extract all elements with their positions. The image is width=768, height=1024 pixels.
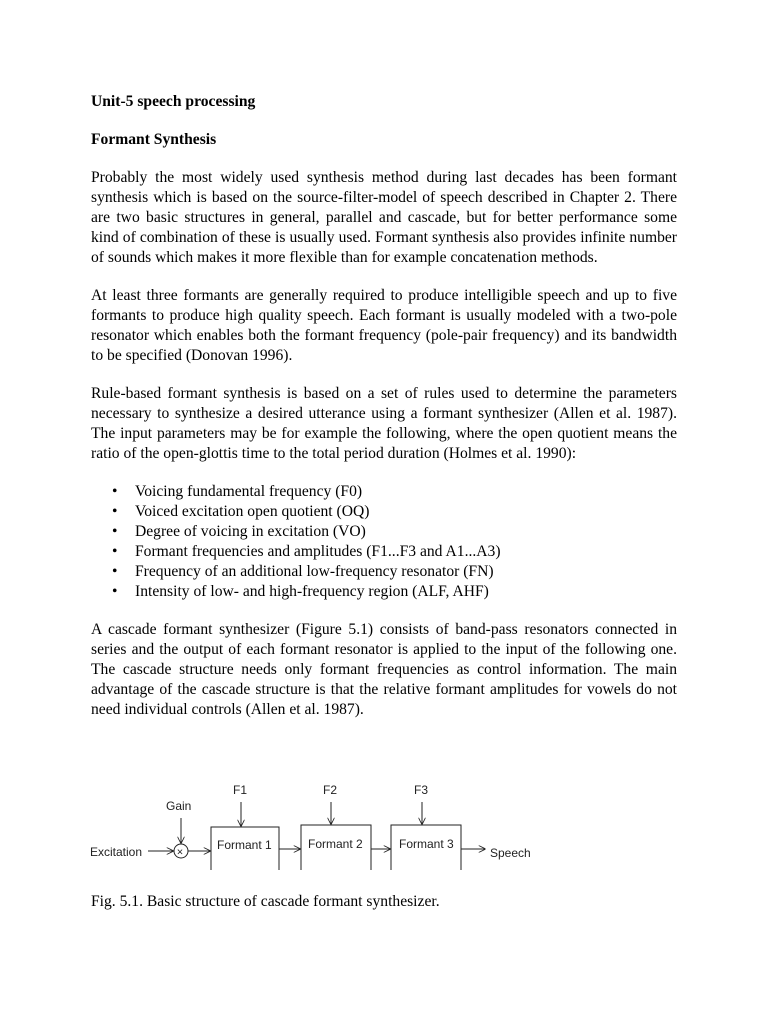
formant-3-label: Formant 3 (399, 837, 454, 851)
list-item: • Frequency of an additional low-frequency resonator (FN) (112, 563, 494, 580)
gain-label: Gain (166, 799, 192, 813)
formant-2-label: Formant 2 (308, 837, 363, 851)
paragraph-cascade: A cascade formant synthesizer (Figure 5.1) consists of band-pass resonators connected in series and the output of each formant resonator is applied to the input of the following one. The cascade structure needs only formant frequencies as control information. The main advantage of the cascade structure is that the relative formant amplitudes for vowels do not need individual controls (Allen et al. 1987). (91, 621, 677, 718)
excitation-label: Excitation (90, 845, 143, 859)
paragraph-formant-count: At least three formants are generally required to produce intelligible speech and up to five formants to produce high quality speech. Each formant is usually modeled with a two-pole resonator which enables both the formant frequency (pole-pair frequency) and its bandwidth to be specified (Donovan 1996). (91, 287, 677, 364)
paragraph-rule-based: Rule-based formant synthesis is based on a set of rules used to determine the parameters necessary to synthesize a desired utterance using a formant synthesizer (Allen et al. 1987). The input parameters may be for example the following, where the open quotient means the ratio of the open-glottis time to the total period duration (Holmes et al. 1990): (91, 385, 677, 462)
cascade-synthesizer-diagram (88, 778, 538, 870)
bullet-icon: • (112, 583, 118, 600)
section-title: Formant Synthesis (91, 131, 217, 148)
unit-title: Unit-5 speech processing (91, 93, 256, 110)
bullet-icon: • (112, 483, 118, 500)
f1-label: F1 (233, 783, 248, 797)
multiplier-icon: × (176, 846, 184, 859)
list-item: • Degree of voicing in excitation (VO) (112, 523, 366, 540)
list-item: • Intensity of low- and high-frequency region (ALF, AHF) (112, 583, 489, 600)
bullet-icon: • (112, 523, 118, 540)
list-item: • Formant frequencies and amplitudes (F1...F3 and A1...A3) (112, 543, 501, 560)
bullet-icon: • (112, 543, 118, 560)
document-body (91, 92, 677, 738)
formant-1-label: Formant 1 (217, 838, 272, 852)
figure-caption: Fig. 5.1. Basic structure of cascade formant synthesizer. (91, 893, 440, 910)
speech-label: Speech (490, 846, 531, 860)
list-item: • Voiced excitation open quotient (OQ) (112, 503, 370, 520)
f2-label: F2 (323, 783, 338, 797)
bullet-icon: • (112, 563, 118, 580)
paragraph-intro: Probably the most widely used synthesis method during last decades has been formant synthesis which is based on the source-filter-model of speech described in Chapter 2. There are two basic structures in general, parallel and cascade, but for better performance some kind of combination of these is usually used. Formant synthesis also provides infinite number of sounds which makes it more flexible than for example concatenation methods. (91, 169, 677, 266)
list-item: • Voicing fundamental frequency (F0) (112, 483, 363, 500)
parameter-list (91, 482, 677, 602)
bullet-icon: • (112, 503, 118, 520)
f3-label: F3 (414, 783, 429, 797)
